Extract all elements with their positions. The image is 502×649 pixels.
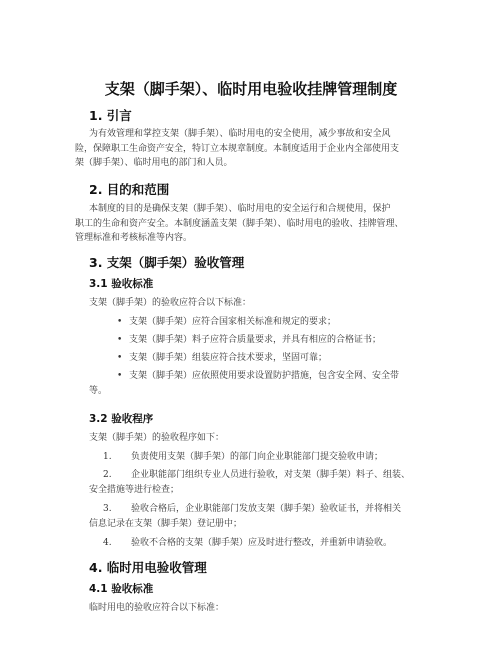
acceptance-standard-intro: [89, 296, 431, 311]
bullet-icon: •: [117, 371, 123, 381]
item-number: 4.: [103, 538, 112, 548]
numbered-item-text: 企业职能部门组织专业人员进行验收，对支架（脚手架）料子、组装、: [131, 470, 411, 480]
section-heading-scaffold-acceptance: 3. 支架（脚手架）验收管理: [89, 255, 245, 270]
item-number: 1.: [103, 452, 112, 462]
numbered-item-text-continued: 安全措施等进行检查；: [89, 484, 180, 495]
section-purpose-paragraph: [75, 202, 431, 246]
list-item-text: 支架（脚手架）应符合国家相关标准和规定的要求；: [129, 317, 337, 327]
section-introduction-paragraph: [75, 127, 431, 171]
list-item-text-continued: 等。: [89, 385, 108, 396]
section-heading-purpose-scope: 2. 目的和范围: [89, 182, 170, 197]
list-item: [89, 369, 431, 398]
paragraph-line: 架（脚手架）、临时用电的部门和人员。: [75, 158, 233, 168]
subsection-heading-power-acceptance-standard: 4.1 验收标准: [89, 583, 154, 595]
list-item-text: 支架（脚手架）组装应符合技术要求，坚固可靠；: [129, 353, 328, 363]
power-acceptance-intro: [89, 601, 431, 616]
paragraph-line: 险，保障职工生命资产安全，特订立本规章制度。本制度适用于企业内全部使用支: [75, 143, 400, 154]
numbered-item: [89, 536, 431, 551]
item-number: 3.: [103, 504, 112, 514]
subsection-heading-acceptance-procedure: 3.2 验收程序: [89, 413, 154, 425]
numbered-item-text: 验收合格后，企业职能部门发放支架（脚手架）验收证书，并将相关: [131, 504, 402, 514]
paragraph-line: 临时用电的验收应符合以下标准：: [89, 603, 225, 613]
paragraph-line: 管理标准和考核标准等内容。: [75, 233, 193, 243]
paragraph-line: 为有效管理和掌控支架（脚手架）、临时用电的安全使用，减少事故和安全风: [89, 129, 391, 139]
list-item: [89, 333, 431, 348]
paragraph-line: 本制度的目的是确保支架（脚手架）、临时用电的安全运行和合规使用，保护: [89, 204, 391, 214]
document-title: 支架（脚手架）、临时用电验收挂牌管理制度: [104, 80, 398, 98]
subsection-heading-acceptance-standard: 3.1 验收标准: [89, 278, 154, 290]
list-item: [89, 315, 431, 330]
section-heading-temporary-power: 4. 临时用电验收管理: [89, 560, 207, 575]
bullet-icon: •: [117, 317, 123, 327]
numbered-item: [89, 450, 431, 465]
numbered-item: [89, 468, 431, 497]
paragraph-line: 支架（脚手架）的验收应符合以下标准：: [89, 298, 252, 308]
list-item-text: 支架（脚手架）应依照使用要求设置防护措施，包含安全网、安全带: [129, 371, 400, 381]
list-item-text: 支架（脚手架）料子应符合质量要求，并具有相应的合格证书；: [129, 335, 382, 345]
bullet-icon: •: [117, 353, 123, 363]
paragraph-line: 支架（脚手架）的验收程序如下：: [89, 433, 225, 443]
numbered-item: [89, 502, 431, 531]
list-item: [89, 351, 431, 366]
acceptance-procedure-intro: [89, 431, 431, 446]
numbered-item-text-continued: 信息记录在支架（脚手架）登记册中；: [89, 518, 243, 529]
bullet-icon: •: [117, 335, 123, 345]
section-heading-introduction: 1. 引言: [89, 108, 132, 123]
item-number: 2.: [103, 470, 112, 480]
numbered-item-text: 负责使用支架（脚手架）的部门向企业职能部门提交验收申请；: [131, 452, 384, 462]
numbered-item-text: 验收不合格的支架（脚手架）应及时进行整改，并重新申请验收。: [131, 538, 393, 548]
paragraph-line: 职工的生命和资产安全。本制度涵盖支架（脚手架）、临时用电的验收、挂牌管理、: [75, 218, 404, 229]
